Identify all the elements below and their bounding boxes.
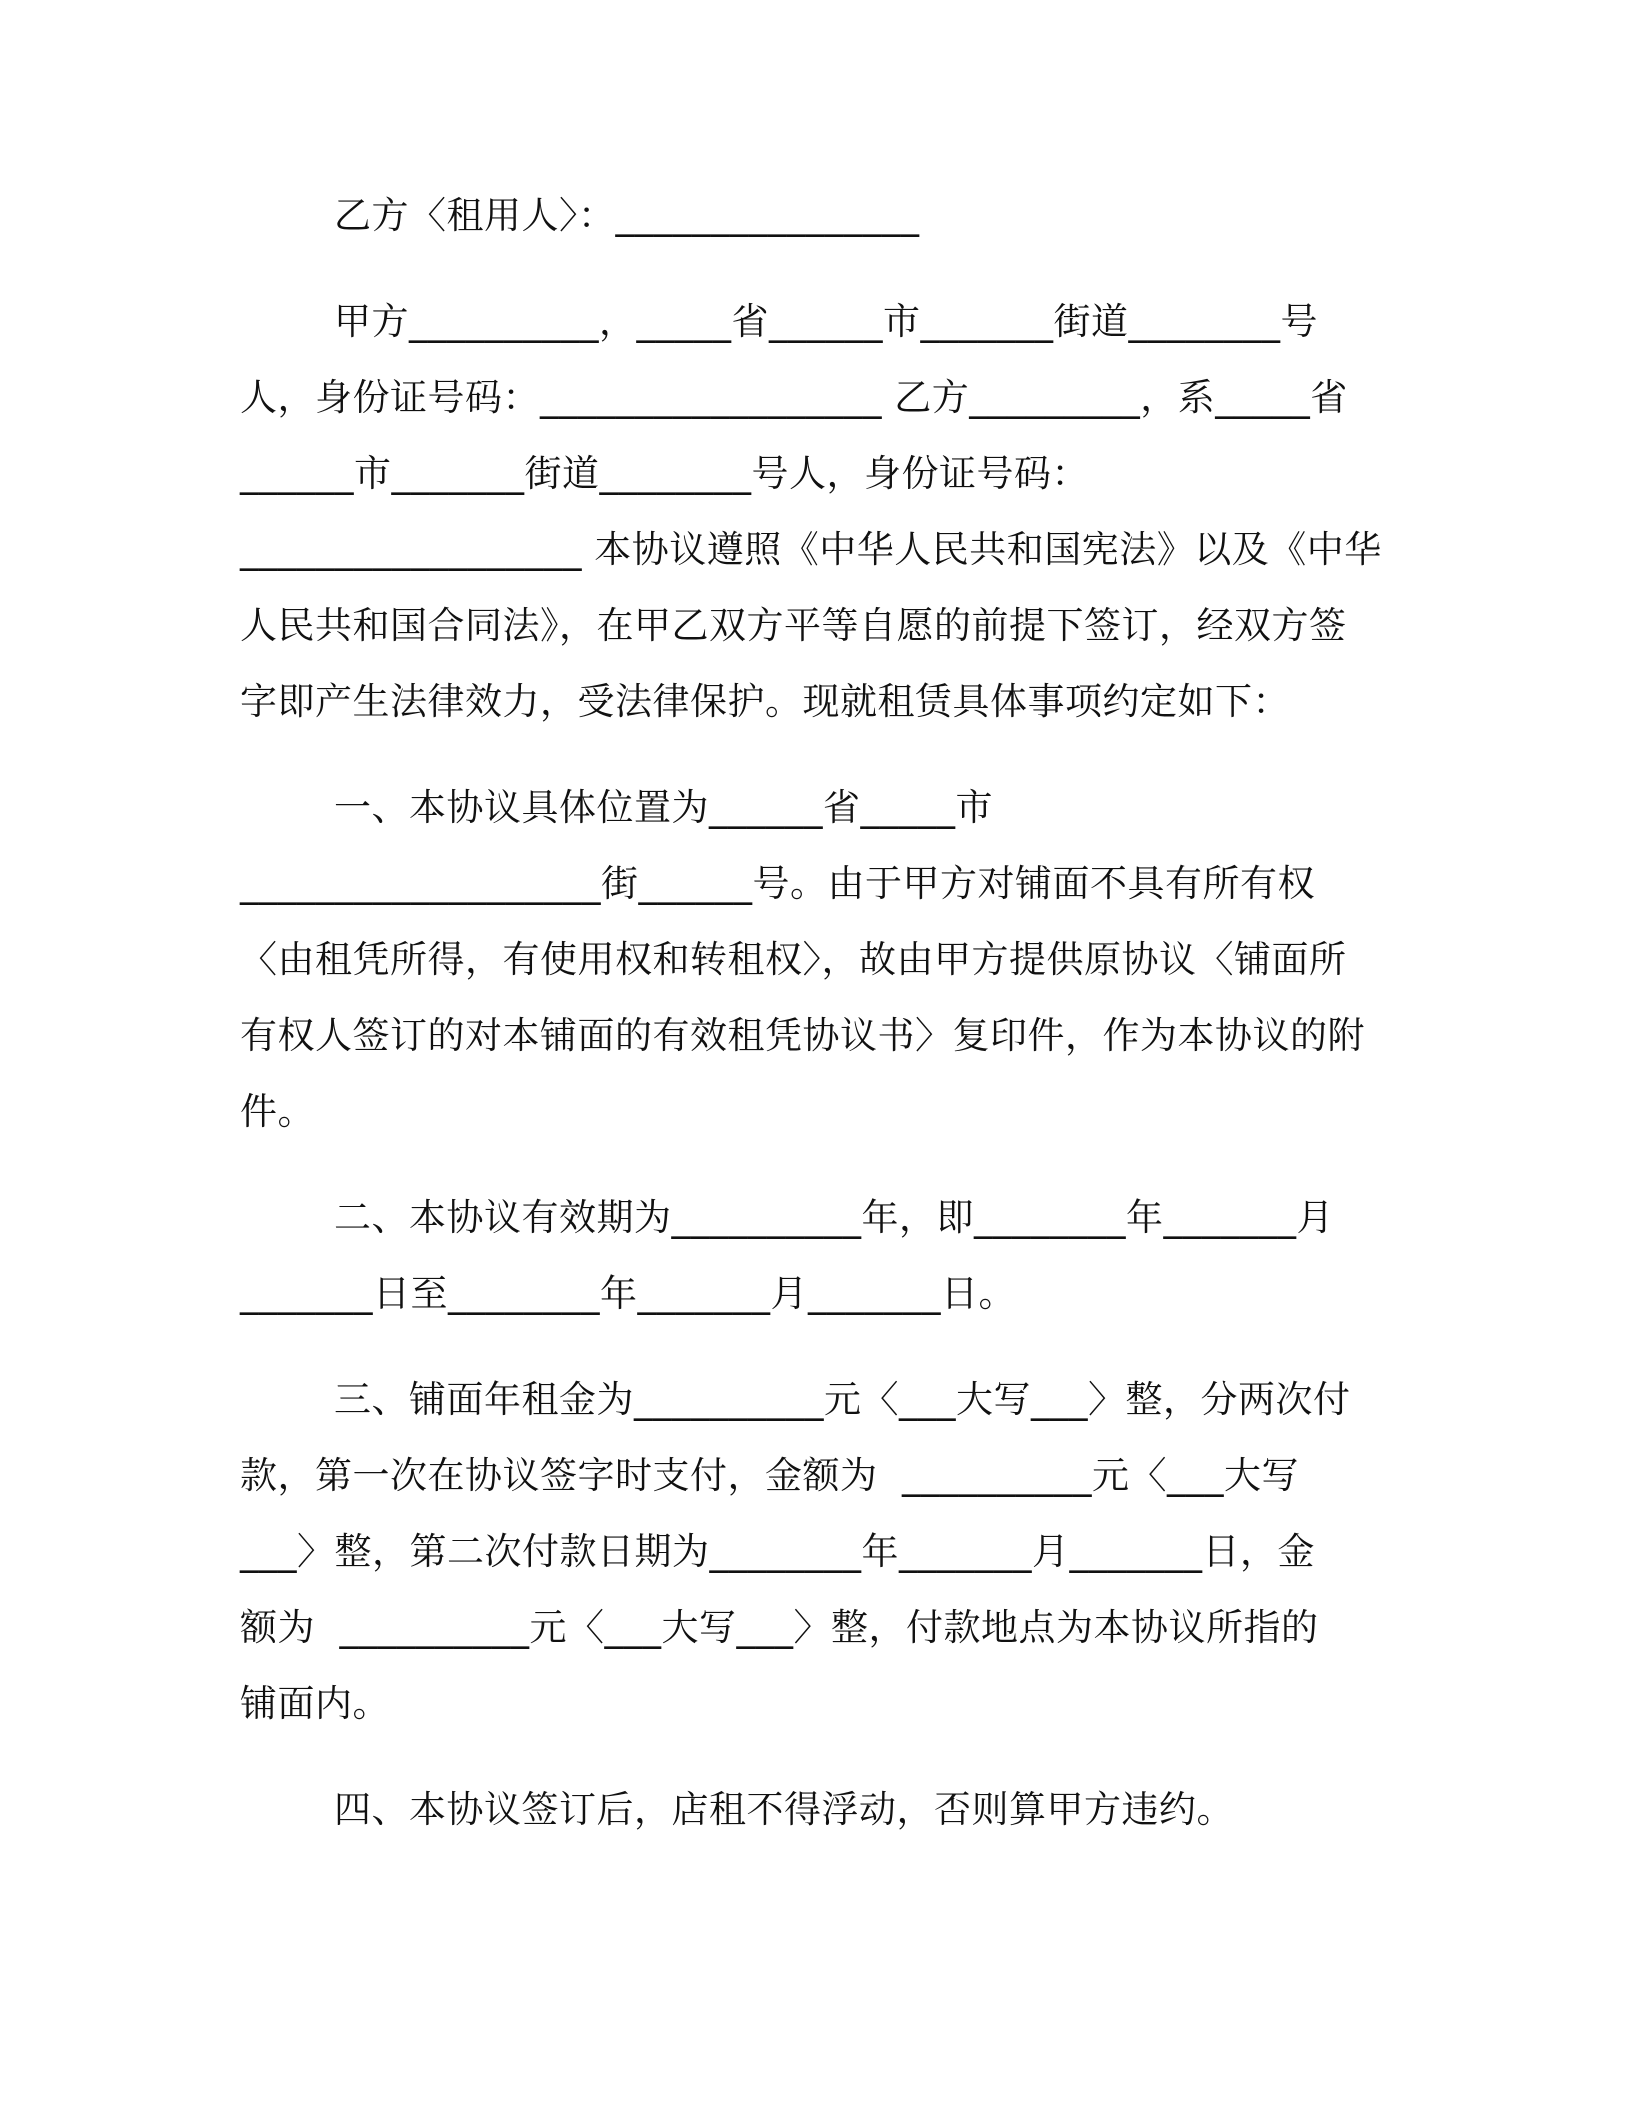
parties-paragraph-line-2: 人，身份证号码：__________________ 乙方_________，系_____省 (240, 376, 1348, 419)
clause-1-line-4: 有权人签订的对本铺面的有效租凭协议书〉复印件，作为本协议的附 (240, 1014, 1365, 1057)
parties-paragraph-line-5: 人民共和国合同法》，在甲乙双方平等自愿的前提下签订，经双方签 (240, 604, 1347, 647)
clause-1-line-2: ___________________街______号。由于甲方对铺面不具有所有权 (240, 862, 1315, 905)
parties-paragraph-line-6: 字即产生法律效力，受法律保护。现就租赁具体事项约定如下： (240, 680, 1290, 723)
parties-paragraph-line-1: 甲方__________，_____省______市_______街道________号 (334, 300, 1318, 343)
party-b-line: 乙方〈租用人〉：________________ (334, 194, 920, 237)
clause-3-line-5: 铺面内。 (240, 1682, 390, 1725)
clause-1-line-3: 〈由租凭所得，有使用权和转租权〉，故由甲方提供原协议〈铺面所 (240, 938, 1347, 981)
clause-3-line-2: 款，第一次在协议签字时支付，金额为 __________元〈___大写 (240, 1454, 1300, 1497)
clause-1-line-1: 一、本协议具体位置为______省_____市 (334, 786, 993, 829)
clause-3-line-3: ___〉整，第二次付款日期为________年_______月_______日，金 (240, 1530, 1315, 1573)
parties-paragraph-line-4: __________________ 本协议遵照《中华人民共和国宪法》以及《中华 (240, 528, 1382, 571)
clause-3-line-1: 三、铺面年租金为__________元〈___大写___〉整，分两次付 (334, 1378, 1351, 1421)
clause-2-line-1: 二、本协议有效期为__________年，即________年_______月 (334, 1196, 1334, 1239)
clause-2-line-2: _______日至________年_______月_______日。 (240, 1272, 1016, 1315)
clause-1-line-5: 件。 (240, 1090, 315, 1133)
parties-paragraph-line-3: ______市_______街道________号人，身份证号码： (240, 452, 1089, 495)
clause-3-line-4: 额为 __________元〈___大写___〉整，付款地点为本协议所指的 (240, 1606, 1319, 1649)
clause-4-line-1: 四、本协议签订后，店租不得浮动，否则算甲方违约。 (334, 1788, 1234, 1831)
